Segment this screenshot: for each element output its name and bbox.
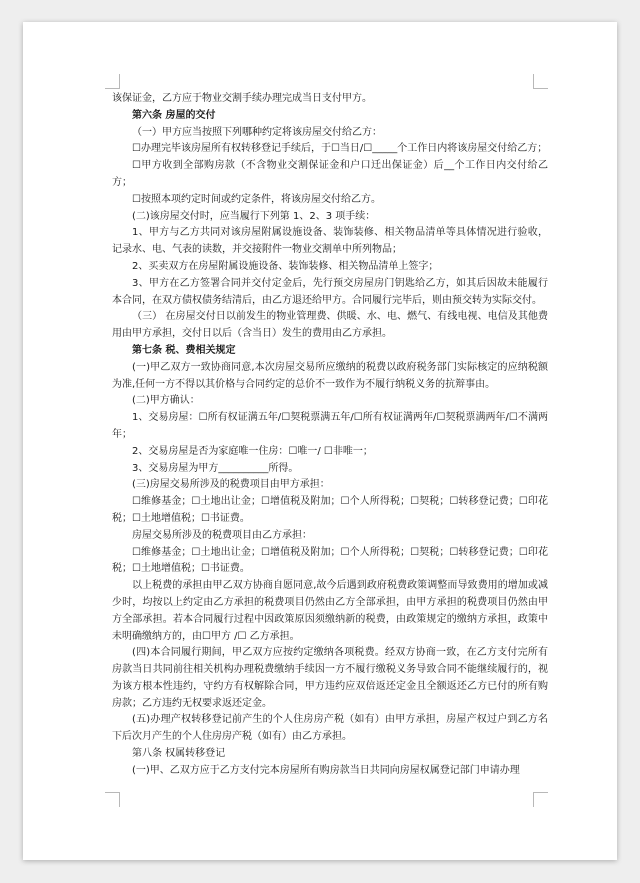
paragraph: 该保证金，乙方应于物业交割手续办理完成当日支付甲方。 — [112, 93, 372, 104]
paragraph: 2、交易房屋是否为家庭唯一住房：☐唯一/ ☐非唯一； — [132, 445, 373, 457]
crop-mark-bottom-right — [533, 792, 548, 807]
paragraph: ☐按照本项约定时间或约定条件，将该房屋交付给乙方。 — [132, 193, 381, 205]
crop-mark-top-left — [105, 74, 120, 89]
section-heading: 第八条 权属转移登记 — [132, 748, 226, 760]
paragraph: (三)房屋交易所涉及的税费项目由甲方承担： — [132, 479, 330, 491]
paragraph: 2、买卖双方在房屋附属设施设备、装饰装修、相关物品清单上签字； — [132, 260, 439, 272]
paragraph: ☐维修基金；☐土地出让金；☐增值税及附加；☐个人所得税；☐契税；☐转移登记费；☐印花税；☐土地增值税；☐书证费。 — [112, 496, 548, 524]
paragraph: （三） 在房屋交付日以前发生的物业管理费、供暖、水、电、燃气、有线电视、电信及其他费用由甲方承担，交付日以后（含当日）发生的费用由乙方承担。 — [112, 311, 548, 340]
paragraph: ☐甲方收到全部购房款（不含物业交割保证金和户口迁出保证金）后__个工作日内交付给乙方； — [112, 160, 548, 188]
paragraph: (一)甲乙双方一致协商同意,本次房屋交易所应缴纳的税费以政府税务部门实际核定的应纳税额为准,任何一方不得以其价格与合同约定的总价不一致作为不履行纳税义务的抗辩事由。 — [112, 361, 548, 390]
paragraph: 以上税费的承担由甲乙双方协商自愿同意,故今后遇到政府税费政策调整而导致费用的增加或减少时，均按以上约定由乙方承担的税费项目仍然由乙方全部承担，由甲方承担的税费项目仍然由甲方全部承担。若本合同履行过程中因政策原因须缴纳新的税费，由政策规定的缴纳方承担，政策中未明确缴纳方的，由☐甲方 /☐ 乙方承担。 — [112, 580, 548, 642]
paragraph: ☐办理完毕该房屋所有权转移登记手续后，于☐当日/☐_____个工作日内将该房屋交付给乙方； — [132, 143, 548, 155]
paragraph: (二)甲方确认： — [132, 395, 200, 407]
crop-mark-bottom-left — [105, 792, 120, 807]
paragraph: (四)本合同履行期间，甲乙双方应按约定缴纳各项税费。经双方协商一致，在乙方支付完所有房款当日共同前往相关机构办理税费缴纳手续因一方不履行缴税义务导致合同不能继续履行的，视为该方根本性违约，守约方有权解除合同，甲方违约应双倍返还定金且全额返还乙方已付的所有购房款；乙方违约无权要求返还定金。 — [112, 647, 548, 709]
section-heading: 第六条 房屋的交付 — [132, 109, 216, 121]
paragraph: 1、甲方与乙方共同对该房屋附属设施设备、装饰装修、相关物品清单等具体情况进行验收，记录水、电、气表的读数，并交接附件一物业交割单中所列物品； — [112, 227, 548, 256]
paragraph: 房屋交易所涉及的税费项目由乙方承担： — [132, 529, 312, 541]
paragraph: 3、甲方在乙方签署合同并交付定金后，先行预交房屋房门钥匙给乙方，如其后因故未能履行本合同，在双方债权债务结清后，由乙方退还给甲方。合同履行完毕后，则由预交转为实际交付。 — [112, 277, 548, 306]
crop-mark-top-right — [533, 74, 548, 89]
paragraph: ☐维修基金；☐土地出让金；☐增值税及附加；☐个人所得税；☐契税；☐转移登记费；☐印花税；☐土地增值税；☐书证费。 — [112, 546, 548, 575]
document-body — [112, 91, 548, 780]
paragraph: (二)该房屋交付时，应当履行下列第 1、2、3 项手续： — [132, 210, 376, 222]
section-heading: 第七条 税、费相关规定 — [132, 344, 236, 356]
paragraph: (五)办理产权转移登记前产生的个人住房房产税（如有）由甲方承担，房屋产权过户到乙方名下后次月产生的个人住房房产税（如有）由乙方承担。 — [112, 714, 548, 743]
paragraph: （一）甲方应当按照下列哪种约定将该房屋交付给乙方： — [132, 126, 382, 138]
paragraph: 1、交易房屋：☐所有权证满五年/☐契税票满五年/☐所有权证满两年/☐契税票满两年/☐不满两年； — [112, 412, 548, 440]
document-page — [23, 22, 617, 860]
paragraph: (一)甲、乙双方应于乙方支付完本房屋所有购房款当日共同向房屋权属登记部门申请办理 — [132, 764, 520, 776]
paragraph: 3、交易房屋为甲方__________所得。 — [132, 462, 299, 474]
